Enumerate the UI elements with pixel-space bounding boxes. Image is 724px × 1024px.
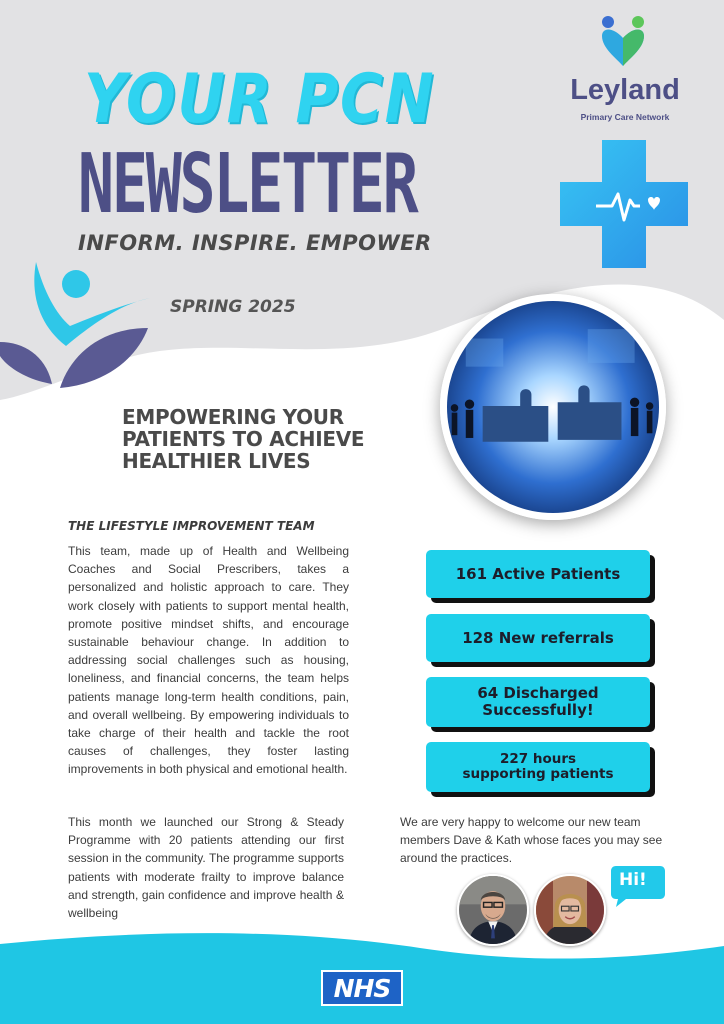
title-your-pcn: YOUR PCN xyxy=(84,60,436,139)
leyland-pcn-logo xyxy=(560,14,690,122)
welcome-paragraph: We are very happy to welcome our new team members Dave & Kath whose faces you may see around the practices. xyxy=(400,815,663,866)
issue-season: SPRING 2025 xyxy=(170,297,296,317)
stat-discharged xyxy=(426,677,650,727)
headline xyxy=(122,406,422,472)
logo-subtitle: Primary Care Network xyxy=(580,112,670,122)
puzzle-teamwork-image xyxy=(440,294,666,520)
tagline: INFORM. INSPIRE. EMPOWER xyxy=(78,231,432,255)
stat-hours-line-2: supporting patients xyxy=(462,766,614,782)
stat-active-label: 161 Active Patients xyxy=(455,565,621,583)
medical-cross-icon xyxy=(560,140,688,268)
strong-steady-paragraph: This month we launched our Strong & Steady Programme with 20 patients attending our first session in the community. The programme supports patients with moderate frailty to improve balance and strength, gain confidence and improve health & wellbeing xyxy=(68,815,344,921)
nhs-logo-text: NHS xyxy=(333,973,391,1003)
title-newsletter: NEWSLETTER xyxy=(78,137,417,232)
headline-line-2: PATIENTS TO ACHIEVE xyxy=(122,427,365,451)
stat-hours xyxy=(426,742,650,792)
nhs-logo xyxy=(321,970,403,1006)
greeting-text: Hi! xyxy=(619,870,647,890)
heart-people-icon xyxy=(598,14,648,72)
logo-name: Leyland xyxy=(570,74,680,106)
stat-discharged-line-2: Successfully! xyxy=(482,701,594,719)
section-heading: THE LIFESTYLE IMPROVEMENT TEAM xyxy=(68,519,315,533)
stat-referrals-label: 128 New referrals xyxy=(462,629,614,647)
stat-discharged-line-1: 64 Discharged xyxy=(477,684,599,702)
headline-line-3: HEALTHIER LIVES xyxy=(122,449,311,473)
team-description: This team, made up of Health and Wellbeing Coaches and Social Prescribers, takes a personalized and holistic approach to care. They work closely with patients to support mental health, promote positive mindset shifts, and encourage sustainable behaviour change. In addition to addressing social challenges such as housing, loneliness, and financial concerns, the team helps patients manage long-term health conditions, pain, and overall wellbeing. By empowering individuals to take charge of their health and tackle the root causes of challenges, they foster lasting improvements in both physical and emotional health. xyxy=(68,544,349,777)
stat-hours-line-1: 227 hours xyxy=(499,751,577,767)
headline-line-1: EMPOWERING YOUR xyxy=(122,405,344,429)
wellbeing-person-icon xyxy=(0,256,160,392)
stat-active-patients xyxy=(426,550,650,598)
stat-new-referrals xyxy=(426,614,650,662)
